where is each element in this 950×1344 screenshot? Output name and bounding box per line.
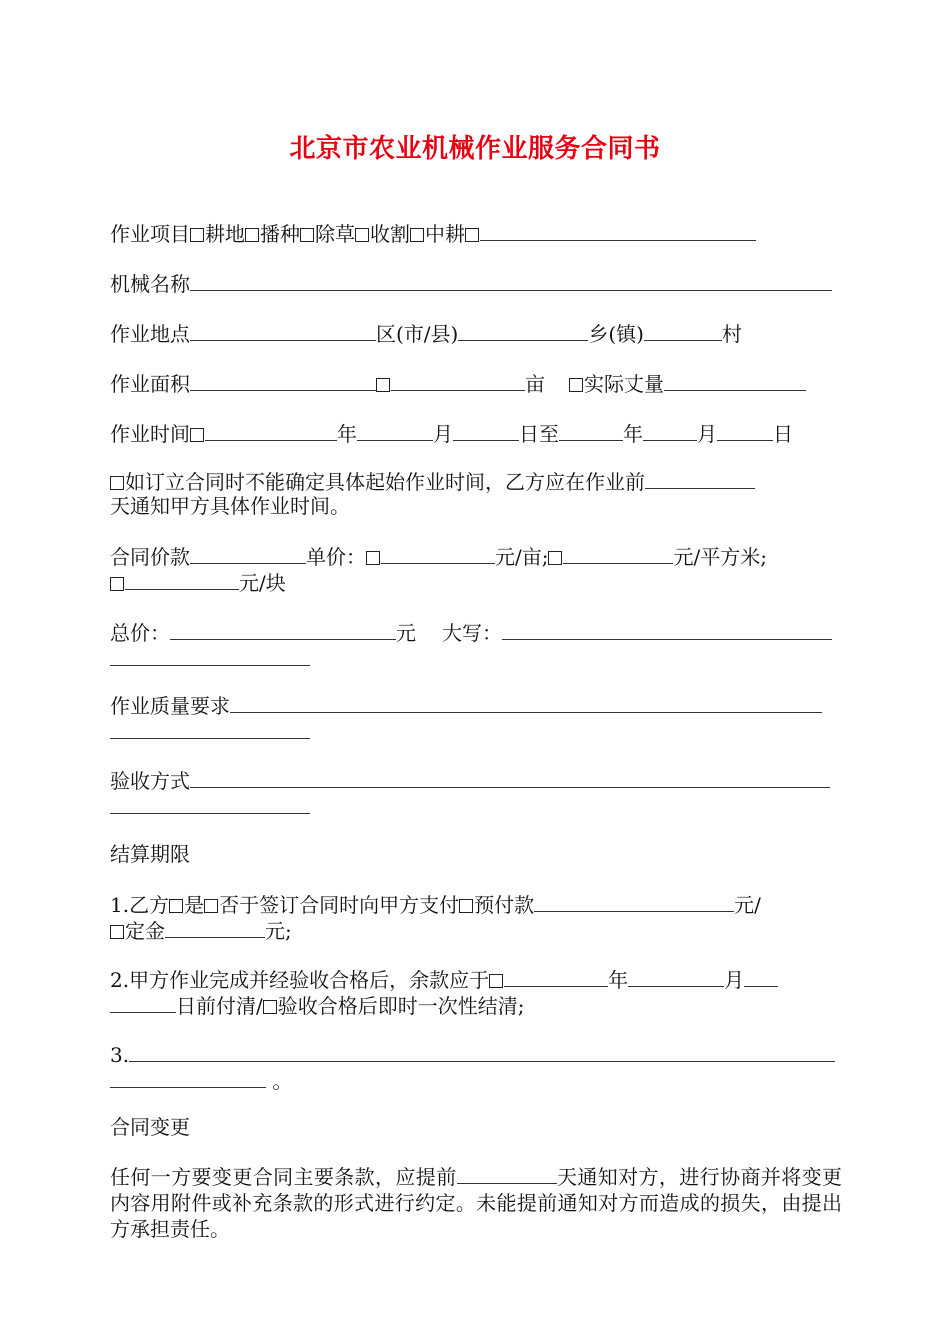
settlement-item-2 bbox=[110, 966, 778, 993]
blank-field[interactable] bbox=[230, 692, 822, 713]
item1-end: 元; bbox=[265, 919, 292, 943]
option-weeding: 除草 bbox=[315, 222, 355, 246]
item1-yuan: 元/ bbox=[734, 893, 761, 917]
year-label: 年 bbox=[337, 422, 357, 446]
day-to-label: 日至 bbox=[519, 422, 559, 446]
change-paragraph bbox=[110, 1164, 842, 1242]
checkbox[interactable] bbox=[489, 974, 503, 988]
blank-field[interactable] bbox=[664, 370, 806, 391]
checkbox[interactable] bbox=[300, 228, 314, 242]
time-line bbox=[110, 420, 793, 447]
blank-field[interactable] bbox=[129, 1041, 835, 1062]
checkbox[interactable] bbox=[410, 228, 424, 242]
blank-field[interactable] bbox=[563, 543, 673, 564]
item1-no: 否于签订合同时向甲方支付 bbox=[219, 893, 460, 917]
location-line bbox=[110, 320, 742, 347]
per-sqm-label: 元/平方米; bbox=[673, 545, 767, 569]
settlement-item-1-cont bbox=[110, 917, 292, 944]
checkbox[interactable] bbox=[465, 228, 479, 242]
item1-prefix: 1.乙方 bbox=[110, 893, 170, 917]
blank-field[interactable] bbox=[357, 420, 433, 441]
settlement-item-3 bbox=[110, 1041, 835, 1068]
day2-label: 日 bbox=[773, 422, 793, 446]
checkbox[interactable] bbox=[245, 228, 259, 242]
blank-field[interactable] bbox=[110, 793, 310, 814]
total-line bbox=[110, 619, 832, 646]
option-cultivating: 中耕 bbox=[425, 222, 465, 246]
blank-field[interactable] bbox=[644, 320, 722, 341]
item2-day: 日前付清/ bbox=[176, 994, 263, 1018]
village-label: 村 bbox=[721, 322, 742, 346]
settlement-item-3-cont bbox=[110, 1067, 292, 1094]
notice-text-2: 天通知甲方具体作业时间。 bbox=[110, 494, 350, 518]
change-text-b: 天通知对方，进行协商并将变更内容用附件或补充条款的形式进行约定。未能提前通知对方而造成的损失，由提出方承担责任。 bbox=[110, 1165, 843, 1241]
change-heading bbox=[110, 1115, 190, 1140]
month2-label: 月 bbox=[697, 422, 717, 446]
checkbox[interactable] bbox=[376, 378, 390, 392]
blank-field[interactable] bbox=[190, 767, 830, 788]
price-line-1 bbox=[110, 543, 767, 570]
item1-yes: 是 bbox=[184, 893, 205, 917]
settlement-item-1 bbox=[110, 891, 761, 918]
per-block-label: 元/块 bbox=[239, 571, 286, 595]
item3-end: 。 bbox=[266, 1069, 293, 1093]
blank-field[interactable] bbox=[170, 619, 396, 640]
blank-field[interactable] bbox=[744, 966, 778, 987]
checkbox[interactable] bbox=[110, 476, 124, 490]
item3-prefix: 3. bbox=[110, 1043, 130, 1067]
item1-prepay: 预付款 bbox=[474, 893, 535, 917]
blank-field[interactable] bbox=[190, 543, 306, 564]
checkbox[interactable] bbox=[110, 577, 124, 591]
yuan-label: 元 bbox=[396, 621, 416, 645]
checkbox[interactable] bbox=[548, 551, 562, 565]
blank-field[interactable] bbox=[165, 917, 265, 938]
machine-label: 机械名称 bbox=[110, 272, 190, 296]
blank-field[interactable] bbox=[534, 891, 734, 912]
checkbox[interactable] bbox=[204, 899, 218, 913]
checkbox[interactable] bbox=[190, 428, 204, 442]
work-item-line bbox=[110, 220, 756, 247]
change-heading-text: 合同变更 bbox=[110, 1115, 190, 1139]
checkbox[interactable] bbox=[569, 378, 583, 392]
quality-label: 作业质量要求 bbox=[110, 694, 230, 718]
machine-line bbox=[110, 270, 832, 297]
actual-measure-label: 实际丈量 bbox=[584, 372, 664, 396]
work-item-label: 作业项目 bbox=[110, 222, 190, 246]
blank-field[interactable] bbox=[453, 420, 519, 441]
option-harvesting: 收割 bbox=[370, 222, 410, 246]
checkbox[interactable] bbox=[110, 925, 124, 939]
blank-field[interactable] bbox=[190, 270, 832, 291]
area-label: 作业面积 bbox=[110, 372, 190, 396]
blank-field[interactable] bbox=[190, 370, 376, 391]
blank-field[interactable] bbox=[457, 1164, 557, 1184]
blank-field[interactable] bbox=[190, 320, 376, 341]
checkbox[interactable] bbox=[169, 899, 183, 913]
price-label: 合同价款 bbox=[110, 545, 190, 569]
notice-text-1: 如订立合同时不能确定具体起始作业时间，乙方应在作业前 bbox=[125, 470, 645, 494]
blank-field[interactable] bbox=[391, 370, 525, 391]
blank-field[interactable] bbox=[643, 420, 697, 441]
item2-prefix: 2.甲方作业完成并经验收合格后，余款应于 bbox=[110, 968, 490, 992]
acceptance-label: 验收方式 bbox=[110, 769, 190, 793]
item1-deposit: 定金 bbox=[125, 919, 165, 943]
item2-year: 年 bbox=[608, 968, 629, 992]
month-label: 月 bbox=[433, 422, 453, 446]
item2-month: 月 bbox=[724, 968, 745, 992]
time-label: 作业时间 bbox=[110, 422, 190, 446]
quality-line bbox=[110, 692, 822, 719]
district-label: 区(市/县) bbox=[376, 322, 459, 346]
option-plowing: 耕地 bbox=[205, 222, 245, 246]
caps-label: 大写： bbox=[442, 621, 502, 645]
settlement-item-2-cont bbox=[110, 992, 525, 1019]
blank-field[interactable] bbox=[717, 420, 773, 441]
settlement-heading-text: 结算期限 bbox=[110, 842, 190, 866]
option-sowing: 播种 bbox=[260, 222, 300, 246]
blank-field[interactable] bbox=[645, 468, 755, 489]
checkbox[interactable] bbox=[263, 1000, 277, 1014]
area-line bbox=[110, 370, 806, 397]
acceptance-line bbox=[110, 767, 830, 794]
per-mu-label: 元/亩; bbox=[495, 545, 549, 569]
blank-field[interactable] bbox=[559, 420, 623, 441]
blank-field[interactable] bbox=[110, 1067, 266, 1088]
notice-line-2 bbox=[110, 494, 350, 519]
quality-line-2 bbox=[110, 718, 310, 745]
checkbox[interactable] bbox=[355, 228, 369, 242]
settlement-heading bbox=[110, 842, 190, 867]
area-unit: 亩 bbox=[525, 372, 545, 396]
checkbox[interactable] bbox=[459, 899, 473, 913]
checkbox[interactable] bbox=[190, 228, 204, 242]
blank-field[interactable] bbox=[480, 220, 756, 241]
blank-field[interactable] bbox=[110, 645, 310, 666]
document-title: 北京市农业机械作业服务合同书 bbox=[289, 134, 661, 164]
change-text-a: 任何一方要变更合同主要条款，应提前 bbox=[110, 1165, 457, 1189]
blank-field[interactable] bbox=[205, 420, 337, 441]
total-label: 总价： bbox=[110, 621, 170, 645]
township-label: 乡(镇) bbox=[588, 322, 644, 346]
blank-field[interactable] bbox=[110, 718, 310, 739]
item2-end: 验收合格后即时一次性结清; bbox=[277, 994, 525, 1018]
blank-field[interactable] bbox=[110, 992, 176, 1013]
checkbox[interactable] bbox=[366, 551, 380, 565]
blank-field[interactable] bbox=[458, 320, 588, 341]
price-line-2 bbox=[110, 569, 286, 596]
unit-price-label: 单价： bbox=[306, 545, 366, 569]
blank-field[interactable] bbox=[504, 966, 608, 987]
total-line-2 bbox=[110, 645, 310, 672]
blank-field[interactable] bbox=[381, 543, 495, 564]
blank-field[interactable] bbox=[125, 569, 239, 590]
year2-label: 年 bbox=[623, 422, 643, 446]
acceptance-line-2 bbox=[110, 793, 310, 820]
blank-field[interactable] bbox=[628, 966, 724, 987]
location-label: 作业地点 bbox=[110, 322, 190, 346]
notice-line-1 bbox=[110, 468, 755, 495]
blank-field[interactable] bbox=[502, 619, 832, 640]
